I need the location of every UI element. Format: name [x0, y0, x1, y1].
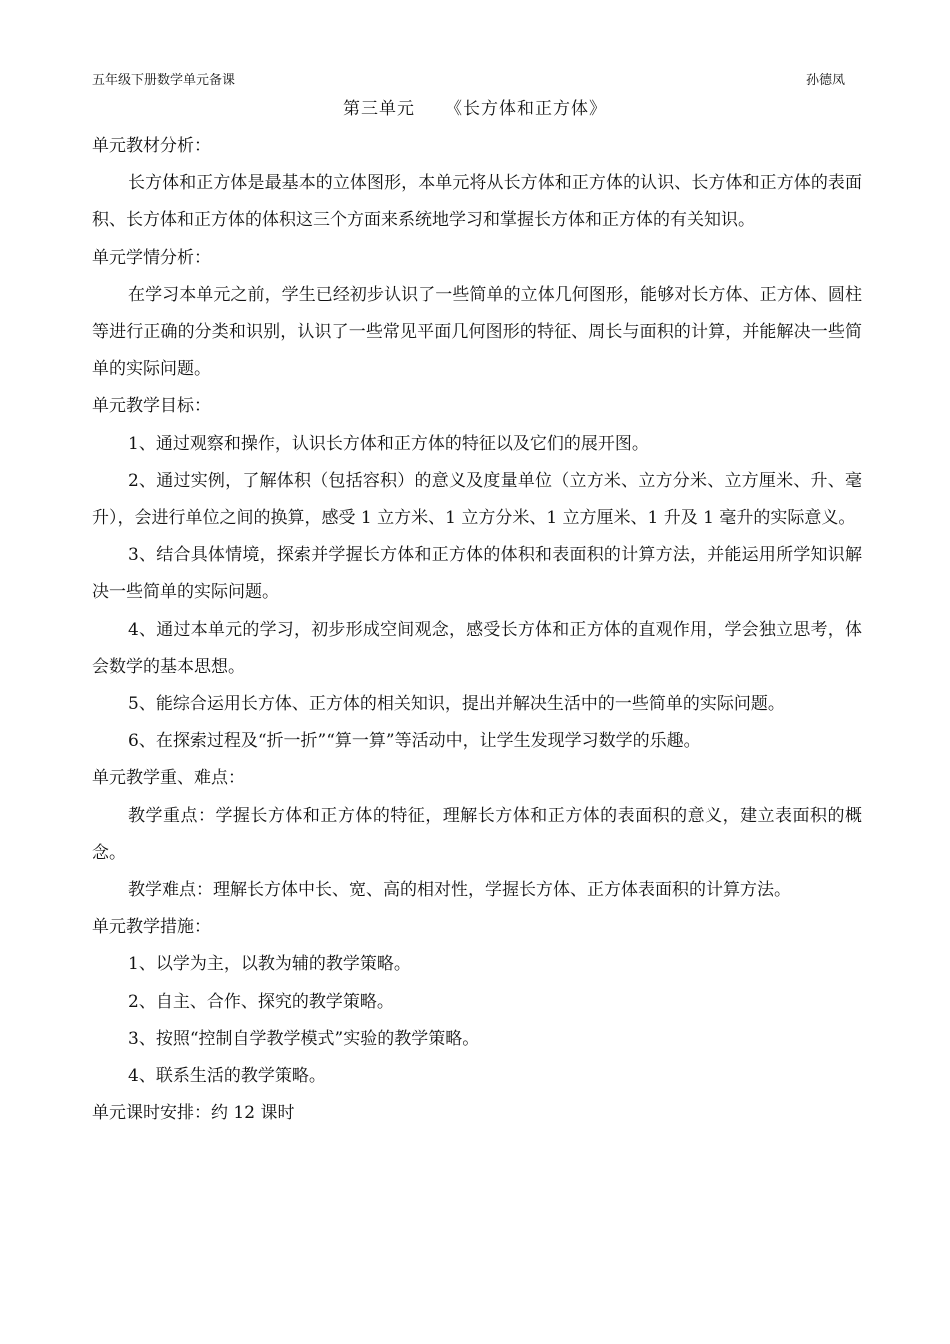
header-author: 孙德凤: [805, 73, 845, 88]
goal-item: 2、通过实例，了解体积（包括容积）的意义及度量单位（立方米、立方分米、立方厘米、升、毫升），会进行单位之间的换算，感受 1 立方米、1 立方分米、1 立方厘米、1 升及 1 毫升的实际意义。: [92, 470, 862, 529]
goal-item: 3、结合具体情境，探索并学握长方体和正方体的体积和表面积的计算方法，并能运用所学知识解决一些简单的实际问题。: [92, 545, 862, 603]
key-difficulty: 教学难点：理解长方体中长、宽、高的相对性，学握长方体、正方体表面积的计算方法。: [128, 880, 791, 901]
student-heading: 单元学情分析：: [92, 247, 211, 268]
goal-item: 4、通过本单元的学习，初步形成空间观念，感受长方体和正方体的直观作用，学会独立思考，体会数学的基本思想。: [92, 619, 862, 677]
student-paragraph: 在学习本单元之前，学生已经初步认识了一些简单的立体几何图形，能够对长方体、正方体、圆柱等进行正确的分类和识别，认识了一些常见平面几何图形的特征、周长与面积的计算，并能解决一些简单的实际问题。: [92, 284, 862, 380]
goals-heading: 单元教学目标：: [92, 396, 211, 417]
key-focus: 教学重点：学握长方体和正方体的特征，理解长方体和正方体的表面积的意义，建立表面积的概念。: [92, 805, 862, 863]
measure-item: 4、联系生活的教学策略。: [128, 1066, 326, 1087]
unit-name: 《长方体和正方体》: [445, 99, 607, 119]
unit-number: 第三单元: [343, 99, 415, 119]
page-title: [0, 96, 950, 122]
measure-item: 2、自主、合作、探究的教学策略。: [128, 991, 394, 1012]
analysis-heading: 单元教材分析：: [92, 136, 211, 156]
schedule-line: 单元课时安排：约 12 课时: [92, 1103, 295, 1124]
goal-item: 1、通过观察和操作，认识长方体和正方体的特征以及它们的展开图。: [128, 433, 649, 454]
goal-item: 5、能综合运用长方体、正方体的相关知识，提出并解决生活中的一些简单的实际问题。: [128, 694, 785, 715]
measure-item: 3、按照“控制自学教学模式”实验的教学策略。: [128, 1028, 480, 1049]
page-header: [92, 70, 845, 92]
measure-item: 1、以学为主，以教为辅的教学策略。: [128, 954, 411, 975]
document-body: [92, 128, 862, 1132]
keypoints-heading: 单元教学重、难点：: [92, 768, 245, 789]
goal-item: 6、在探索过程及“折一折”“算一算”等活动中，让学生发现学习数学的乐趣。: [128, 731, 701, 752]
analysis-paragraph: 长方体和正方体是最基本的立体图形，本单元将从长方体和正方体的认识、长方体和正方体的表面积、长方体和正方体的体积这三个方面来系统地学习和掌握长方体和正方体的有关知识。: [92, 173, 862, 231]
header-course-label: 五年级下册数学单元备课: [92, 73, 236, 88]
measures-heading: 单元教学措施：: [92, 917, 211, 938]
